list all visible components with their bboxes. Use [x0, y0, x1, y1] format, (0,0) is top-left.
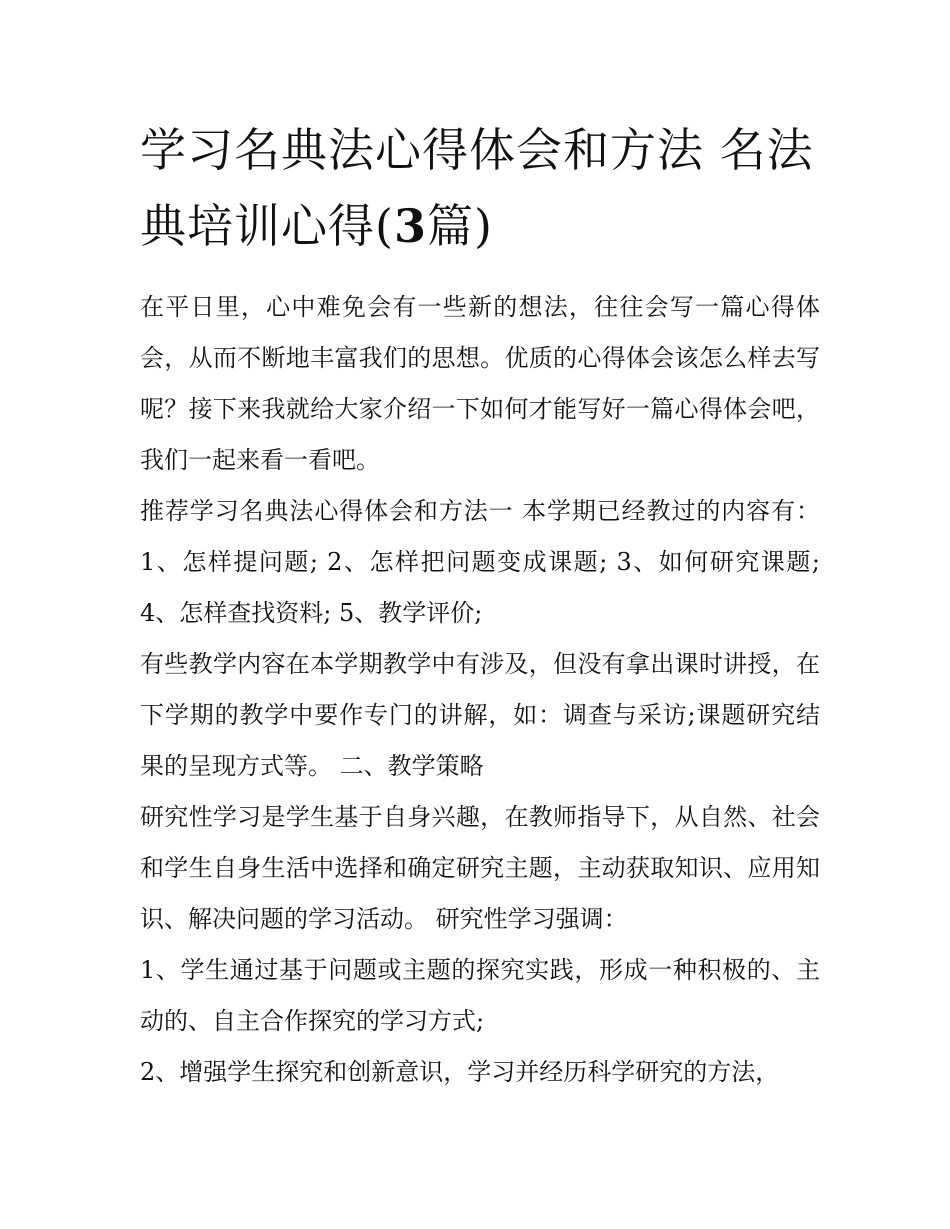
title-text-part2: 篇): [426, 199, 493, 253]
paragraph-point-2: 2、增强学生探究和创新意识，学习并经历科学研究的方法，: [140, 1058, 780, 1086]
paragraph-taught-content: 推荐学习名典法心得体会和方法一 本学期已经教过的内容有： 1、怎样提问题; 2、怎样把问题变成课题; 3、如何研究课题; 4、怎样查找资料; 5、教学评价;: [140, 497, 820, 627]
title-number: 3: [393, 199, 427, 253]
paragraph-point-1: 1、学生通过基于问题或主题的探究实践，形成一种积极的、主动的、自主合作探究的学习方式;: [140, 956, 820, 1035]
document-title: [140, 112, 820, 264]
paragraph-next-term: 有些教学内容在本学期教学中有涉及，但没有拿出课时讲授，在下学期的教学中要作专门的讲解，如：调查与采访;课题研究结果的呈现方式等。 二、教学策略: [140, 650, 820, 780]
paragraph-research-learning: 研究性学习是学生基于自身兴趣，在教师指导下，从自然、社会和学生自身生活中选择和确定研究主题，主动获取知识、应用知识、解决问题的学习活动。 研究性学习强调：: [140, 803, 820, 933]
paragraph-intro: 在平日里，心中难免会有一些新的想法，往往会写一篇心得体会，从而不断地丰富我们的思想。优质的心得体会该怎么样去写呢？接下来我就给大家介绍一下如何才能写好一篇心得体会吧，我们一起来看一看吧。: [140, 293, 820, 474]
title-text-part1: 学习名典法心得体会和方法 名法典培训心得(: [140, 123, 814, 253]
document-page: [140, 112, 820, 1098]
